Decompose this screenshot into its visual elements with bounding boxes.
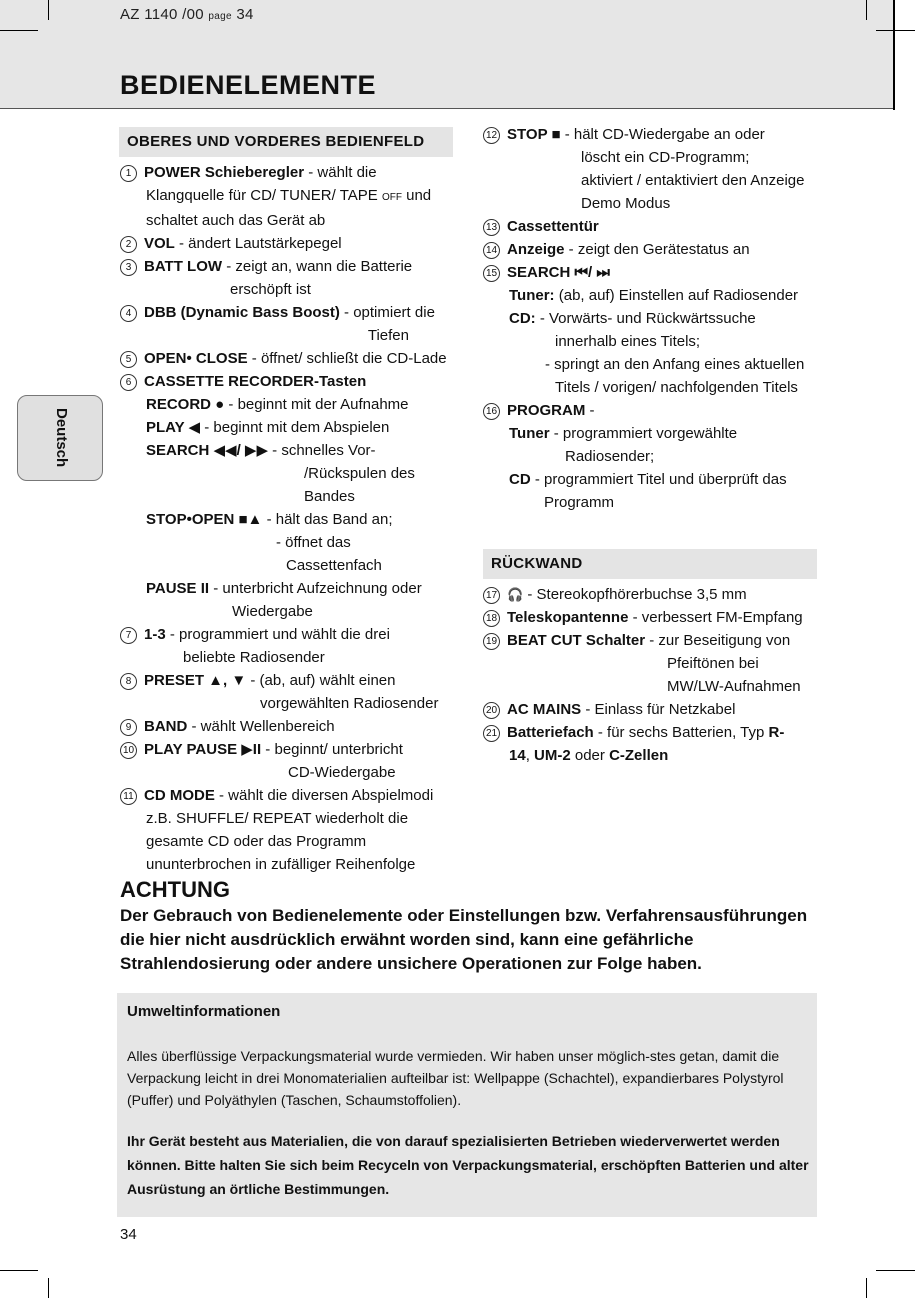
- crop-mark: [866, 1278, 867, 1298]
- list-item-cont: innerhalb eines Titels;: [555, 333, 701, 350]
- item-key: PAUSE II: [146, 580, 210, 597]
- item-text: Klangquelle für CD/ TUNER/ TAPE: [146, 187, 382, 204]
- item-text: - zeigt an, wann die Batterie: [222, 258, 413, 275]
- list-item-cont: vorgewählten Radiosender: [260, 695, 439, 712]
- program-tuner: [483, 422, 828, 445]
- item-text: - beginnt mit der Aufnahme: [224, 396, 409, 413]
- list-item-cont: - springt an den Anfang eines aktuellen: [545, 356, 805, 373]
- item-text: - optimiert die: [339, 304, 435, 321]
- list-item-cont: Cassettenfach: [286, 557, 382, 574]
- item-key: UM-2: [534, 747, 571, 764]
- item-text: - öffnet/ schließt die CD-Lade: [247, 350, 447, 367]
- item-key: CASSETTE RECORDER-Tasten: [144, 373, 367, 390]
- list-item-cont: Pfeiftönen bei: [667, 655, 759, 672]
- item-text: - ändert Lautstärkepegel: [174, 235, 342, 252]
- cassette-play: [120, 416, 465, 439]
- cassette-search: [120, 439, 465, 462]
- list-item-cont: ununterbrochen in zufälliger Reihenfolge: [146, 856, 416, 873]
- crop-mark: [48, 1278, 49, 1298]
- item-key: PROGRAM: [507, 402, 586, 419]
- list-item-cont: schaltet auch das Gerät ab: [146, 212, 326, 229]
- page-title: BEDIENELEMENTE: [120, 70, 377, 100]
- item-key: CD: [509, 471, 531, 488]
- item-text: (ab, auf) Einstellen auf Radiosender: [554, 287, 799, 304]
- item-key: Anzeige: [507, 241, 565, 258]
- list-item: [483, 238, 828, 261]
- item-number: 2: [120, 236, 137, 253]
- rear-item-list: [483, 583, 828, 767]
- left-item-list: [120, 161, 465, 876]
- list-item: [120, 301, 465, 324]
- item-number: 19: [483, 633, 500, 650]
- section-heading-top-front: OBERES UND VORDERES BEDIENFELD: [119, 127, 453, 157]
- item-number: 13: [483, 219, 500, 236]
- list-item: [483, 606, 828, 629]
- item-number: 15: [483, 265, 500, 282]
- item-key: VOL: [144, 235, 175, 252]
- item-key: CD MODE: [144, 787, 215, 804]
- item-key: SEARCH ◀◀/ ▶▶: [146, 442, 268, 459]
- header-page-number: 34: [236, 6, 254, 23]
- running-head: [120, 6, 254, 23]
- item-key: Cassettentür: [507, 218, 599, 235]
- item-number: 20: [483, 702, 500, 719]
- page-word: page: [208, 11, 232, 22]
- item-key: BEAT CUT Schalter: [507, 632, 646, 649]
- list-item-cont: MW/LW-Aufnahmen: [667, 678, 801, 695]
- item-text: - wählt die: [304, 164, 377, 181]
- list-item-cont: löscht ein CD-Programm;: [581, 149, 750, 166]
- item-number: 12: [483, 127, 500, 144]
- section-heading-rear: RÜCKWAND: [483, 549, 817, 579]
- item-text: - unterbricht Aufzeichnung oder: [209, 580, 422, 597]
- item-text: - zur Beseitigung von: [645, 632, 791, 649]
- item-key: Tuner: [509, 425, 550, 442]
- crop-mark: [0, 30, 38, 31]
- list-item: [483, 399, 828, 422]
- item-number: 11: [120, 788, 137, 805]
- cassette-stop: [120, 508, 465, 531]
- list-item-cont: Titels / vorigen/ nachfolgenden Titels: [555, 379, 798, 396]
- list-item-cont: Tiefen: [367, 327, 409, 344]
- item-text: - wählt Wellenbereich: [187, 718, 335, 735]
- item-number: 17: [483, 587, 500, 604]
- item-text: und: [401, 187, 432, 204]
- program-cd: [483, 468, 828, 491]
- list-item-cont: erschöpft ist: [230, 281, 311, 298]
- environment-box: [117, 993, 817, 1217]
- crop-mark: [866, 0, 867, 20]
- item-key: BATT LOW: [144, 258, 223, 275]
- item-number: 18: [483, 610, 500, 627]
- item-number: 4: [120, 305, 137, 322]
- item-number: 3: [120, 259, 137, 276]
- item-key: BAND: [144, 718, 188, 735]
- item-number: 10: [120, 742, 137, 759]
- list-item: [120, 370, 465, 393]
- item-key: Batteriefach: [507, 724, 594, 741]
- list-item-cont: beliebte Radiosender: [183, 649, 325, 666]
- item-text: - beginnt mit dem Abspielen: [200, 419, 390, 436]
- environment-paragraph-2: Ihr Gerät besteht aus Materialien, die von darauf spezialisierten Betrieben wiederverwertet werden können. Bitte halten Sie sich beim Recyceln von Verpackungsmaterial, erschöpften Batterien und alter Ausrüstung an örtliche Bestimmungen.: [127, 1133, 809, 1197]
- item-key: R-: [768, 724, 785, 741]
- list-item-cont: [120, 184, 465, 209]
- cassette-pause: [120, 577, 465, 600]
- warning-heading: ACHTUNG: [120, 877, 230, 902]
- item-key: 14: [509, 747, 526, 764]
- item-key: PLAY PAUSE ▶II: [144, 741, 262, 758]
- item-key: SEARCH ⏮/ ⏭: [507, 264, 610, 281]
- item-key: RECORD ●: [146, 396, 225, 413]
- list-item: [483, 698, 828, 721]
- right-item-list: [483, 123, 828, 514]
- search-cd: [483, 307, 828, 330]
- item-text: - (ab, auf) wählt einen: [246, 672, 396, 689]
- list-item: [483, 629, 828, 652]
- list-item-cont: gesamte CD oder das Programm: [146, 833, 367, 850]
- language-tab-label: Deutsch: [53, 408, 70, 468]
- item-key: C-Zellen: [609, 747, 669, 764]
- model-number: AZ 1140 /00: [120, 6, 204, 23]
- list-item: [120, 232, 465, 255]
- item-key: CD:: [509, 310, 536, 327]
- crop-mark: [876, 1270, 915, 1271]
- item-text: -: [585, 402, 595, 419]
- list-item: [483, 215, 828, 238]
- cassette-record: [120, 393, 465, 416]
- item-number: 5: [120, 351, 137, 368]
- list-item: [120, 738, 465, 761]
- list-item: [483, 123, 828, 146]
- item-text: - hält das Band an;: [262, 511, 393, 528]
- item-key: PLAY ◀: [146, 419, 201, 436]
- item-number: 16: [483, 403, 500, 420]
- list-item-cont: aktiviert / entaktiviert den Anzeige: [581, 172, 805, 189]
- item-text: - programmiert vorgewählte: [549, 425, 738, 442]
- headphone-icon: 🎧: [507, 587, 524, 602]
- list-item: [483, 721, 828, 744]
- item-text: - Einlass für Netzkabel: [581, 701, 736, 718]
- list-item: [120, 669, 465, 692]
- crop-mark: [48, 0, 49, 20]
- item-key: STOP ■: [507, 126, 561, 143]
- item-number: 1: [120, 165, 137, 182]
- item-number: 14: [483, 242, 500, 259]
- item-text: - Vorwärts- und Rückwärtssuche: [535, 310, 756, 327]
- item-text: - Stereokopfhörerbuchse 3,5 mm: [523, 586, 747, 603]
- item-key: 1-3: [144, 626, 166, 643]
- list-item: [120, 161, 465, 184]
- item-text: - wählt die diversen Abspielmodi: [214, 787, 434, 804]
- item-text: ,: [525, 747, 535, 764]
- list-item-cont: [483, 744, 828, 767]
- item-number: 6: [120, 374, 137, 391]
- list-item: [120, 715, 465, 738]
- list-item-cont: Radiosender;: [565, 448, 655, 465]
- item-number: 8: [120, 673, 137, 690]
- list-item-cont: Programm: [544, 494, 615, 511]
- item-text: - programmiert Titel und überprüft das: [530, 471, 787, 488]
- item-key: PRESET ▲, ▼: [144, 672, 247, 689]
- item-key: OPEN• CLOSE: [144, 350, 248, 367]
- list-item: [483, 261, 828, 284]
- item-text: - für sechs Batterien, Typ: [593, 724, 769, 741]
- list-item: [120, 623, 465, 646]
- crop-mark: [876, 30, 915, 31]
- item-key: DBB (Dynamic Bass Boost): [144, 304, 340, 321]
- item-text: - programmiert und wählt die drei: [165, 626, 390, 643]
- item-key: AC MAINS: [507, 701, 582, 718]
- list-item: [120, 784, 465, 807]
- page-number: 34: [120, 1226, 137, 1243]
- item-key: POWER Schieberegler: [144, 164, 305, 181]
- list-item-cont: - öffnet das: [276, 534, 351, 551]
- search-tuner: [483, 284, 828, 307]
- crop-mark: [893, 0, 895, 110]
- item-key: Teleskopantenne: [507, 609, 629, 626]
- list-item-cont: /Rückspulen des Bandes: [304, 465, 415, 505]
- item-text: oder: [570, 747, 610, 764]
- list-item-cont: z.B. SHUFFLE/ REPEAT wiederholt die: [146, 810, 409, 827]
- item-text: - verbessert FM-Empfang: [628, 609, 803, 626]
- list-item-cont: Wiedergabe: [232, 603, 313, 620]
- item-number: 21: [483, 725, 500, 742]
- list-item: [120, 347, 465, 370]
- item-number: 9: [120, 719, 137, 736]
- list-item-cont: Demo Modus: [581, 195, 671, 212]
- language-tab: [17, 395, 103, 481]
- item-text: - zeigt den Gerätestatus an: [564, 241, 750, 258]
- warning-text: Der Gebrauch von Bedienelemente oder Einstellungen bzw. Verfahrensausführungen die hier nicht ausdrücklich erwähnt worden sind, kann eine gefährliche Strahlendosierung oder andere unsichere Operationen zur Folge haben.: [120, 906, 808, 973]
- item-key: Tuner:: [509, 287, 555, 304]
- item-text: OFF: [381, 192, 402, 203]
- crop-mark: [0, 1270, 38, 1271]
- list-item: [483, 583, 828, 606]
- item-text: - hält CD-Wiedergabe an oder: [560, 126, 765, 143]
- item-text: - schnelles Vor-: [268, 442, 376, 459]
- item-key: STOP•OPEN ■▲: [146, 511, 263, 528]
- item-text: - beginnt/ unterbricht: [261, 741, 403, 758]
- environment-heading: Umweltinformationen: [127, 1003, 281, 1020]
- environment-paragraph-1: Alles überflüssige Verpackungsmaterial wurde vermieden. Wir haben unser möglich-stes getan, damit die Verpackung leicht in drei Monomaterialien aufteilbar ist: Wellpappe (Schachtel), expandierbares Polystyrol (Puffer) und Polyäthylen (Taschen, Schaumstoffolien).: [127, 1048, 784, 1108]
- list-item: [120, 255, 465, 278]
- list-item-cont: CD-Wiedergabe: [288, 764, 396, 781]
- item-number: 7: [120, 627, 137, 644]
